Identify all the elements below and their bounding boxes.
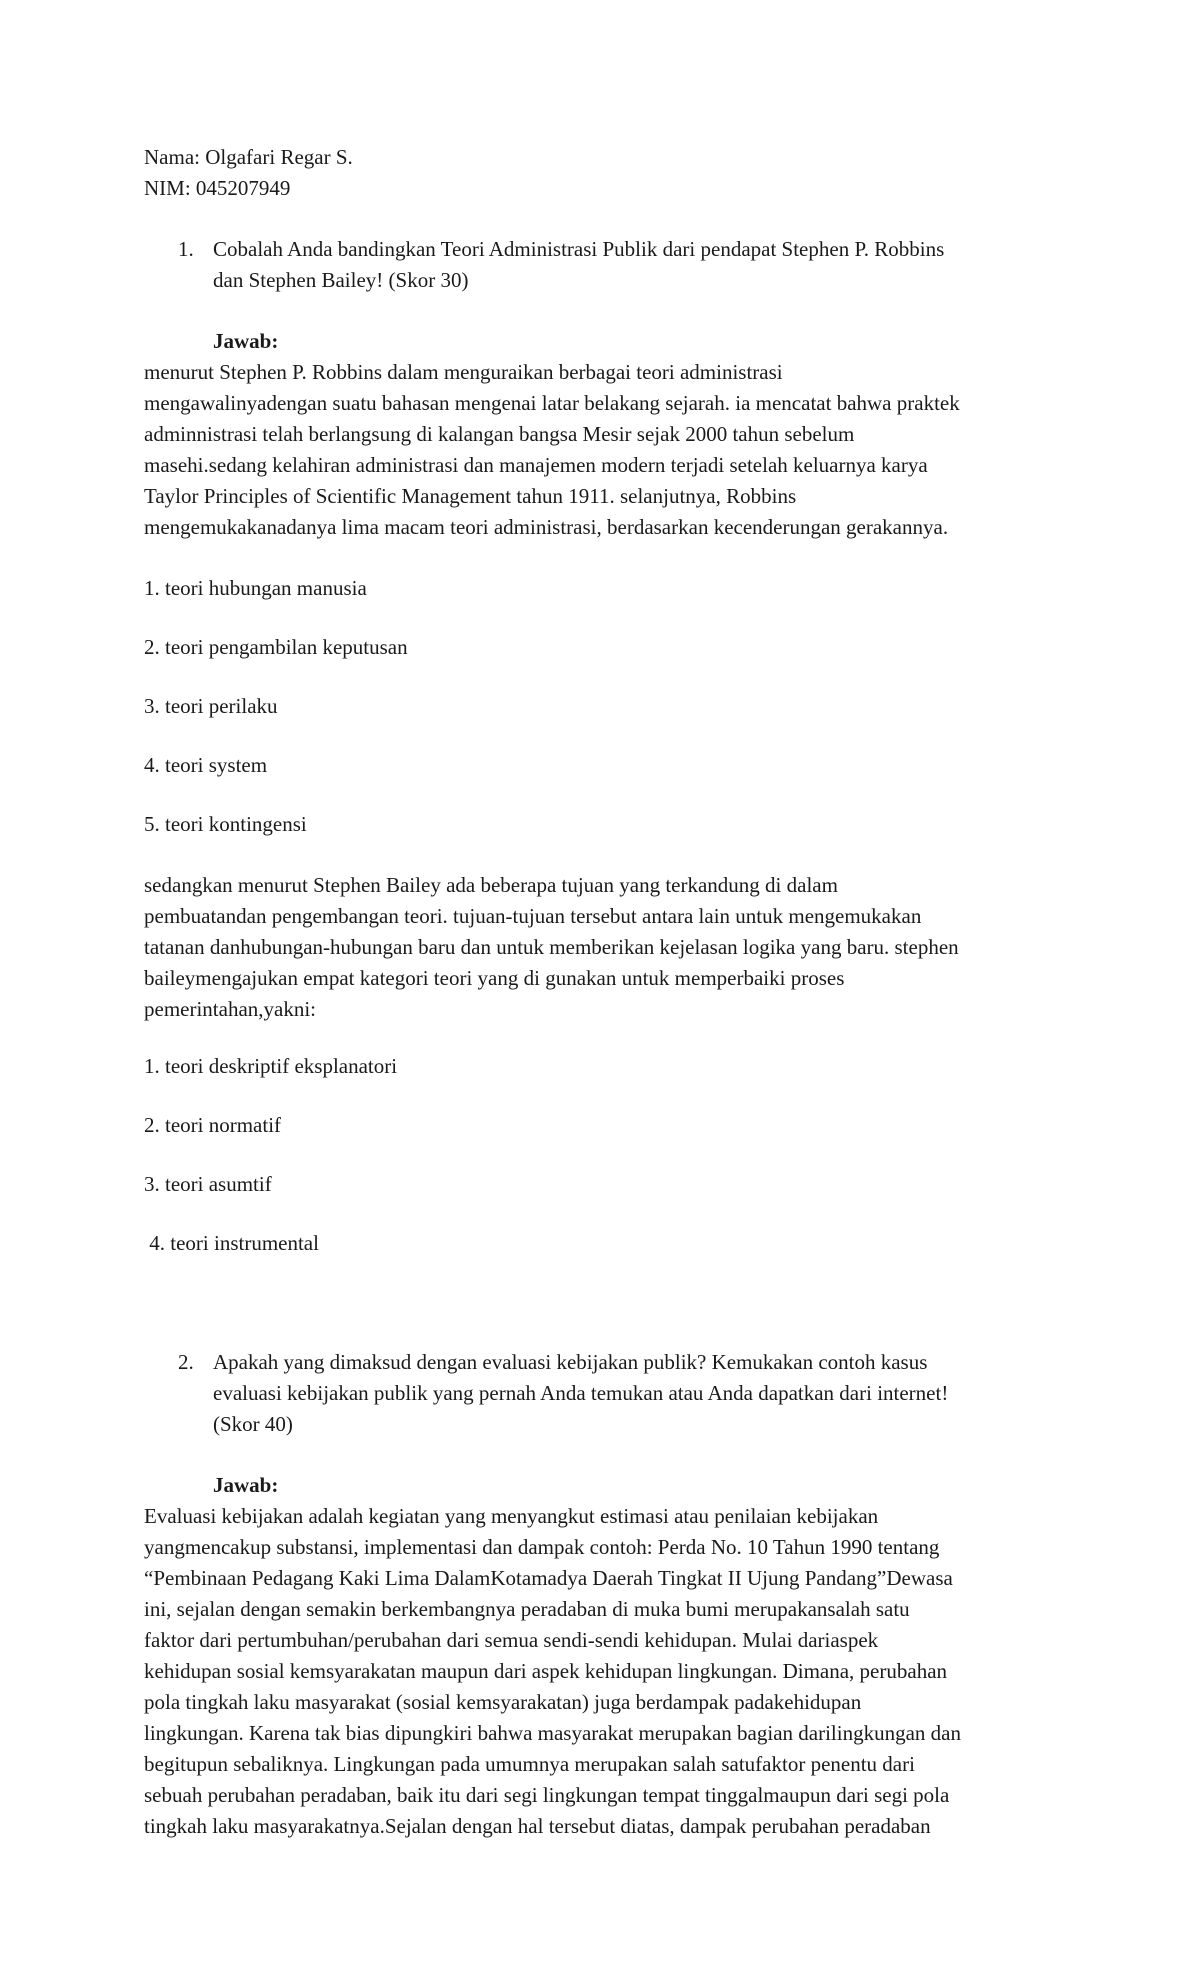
answer-1-label: Jawab: [213, 329, 279, 353]
answer-2-line: kehidupan sosial kemsyarakatan maupun dari aspek kehidupan lingkungan. Dimana, perubahan [144, 1659, 948, 1683]
answer-2-line: lingkungan. Karena tak bias dipungkiri bahwa masyarakat merupakan bagian darilingkungan dan [144, 1721, 961, 1745]
answer-1-line: Taylor Principles of Scientific Management tahun 1911. selanjutnya, Robbins [144, 484, 797, 508]
question-1-text-line-2: dan Stephen Bailey! (Skor 30) [213, 268, 469, 292]
question-1-number: 1. [178, 237, 194, 261]
question-1-text-line-1: Cobalah Anda bandingkan Teori Administrasi Publik dari pendapat Stephen P. Robbins [213, 237, 945, 261]
answer-2-line: sebuah perubahan peradaban, baik itu dari segi lingkungan tempat tinggalmaupun dari segi pola [144, 1783, 950, 1807]
answer-1-line: masehi.sedang kelahiran administrasi dan manajemen modern terjadi setelah keluarnya karya [144, 453, 928, 477]
bailey-list-item: 2. teori normatif [144, 1113, 282, 1137]
question-2-text-line-3: (Skor 40) [213, 1412, 293, 1436]
answer-2-line: begitupun sebaliknya. Lingkungan pada umumnya merupakan salah satufaktor penentu dari [144, 1752, 915, 1776]
bailey-paragraph-line: pemerintahan,yakni: [144, 997, 317, 1021]
answer-1-line: mengemukakanadanya lima macam teori administrasi, berdasarkan kecenderungan gerakannya. [144, 515, 949, 539]
bailey-list-item: 1. teori deskriptif eksplanatori [144, 1054, 398, 1078]
student-name: Nama: Olgafari Regar S. [144, 145, 353, 169]
robbins-list-item: 5. teori kontingensi [144, 812, 307, 836]
answer-2-label: Jawab: [213, 1473, 279, 1497]
question-2-number: 2. [178, 1350, 194, 1374]
answer-2-line: faktor dari pertumbuhan/perubahan dari semua sendi-sendi kehidupan. Mulai dariaspek [144, 1628, 879, 1652]
answer-2-line: “Pembinaan Pedagang Kaki Lima DalamKotamadya Daerah Tingkat II Ujung Pandang”Dewasa [144, 1566, 953, 1590]
robbins-list-item: 3. teori perilaku [144, 694, 278, 718]
question-2-text-line-1: Apakah yang dimaksud dengan evaluasi kebijakan publik? Kemukakan contoh kasus [213, 1350, 928, 1374]
answer-2-line: ini, sejalan dengan semakin berkembangnya peradaban di muka bumi merupakansalah satu [144, 1597, 910, 1621]
bailey-paragraph-line: baileymengajukan empat kategori teori yang di gunakan untuk memperbaiki proses [144, 966, 845, 990]
bailey-paragraph-line: pembuatandan pengembangan teori. tujuan-tujuan tersebut antara lain untuk mengemukakan [144, 904, 922, 928]
robbins-list-item: 4. teori system [144, 753, 268, 777]
answer-1-line: menurut Stephen P. Robbins dalam menguraikan berbagai teori administrasi [144, 360, 783, 384]
question-2-text-line-2: evaluasi kebijakan publik yang pernah Anda temukan atau Anda dapatkan dari internet! [213, 1381, 949, 1405]
answer-2-line: tingkah laku masyarakatnya.Sejalan dengan hal tersebut diatas, dampak perubahan peradaban [144, 1814, 931, 1838]
answer-1-line: adminnistrasi telah berlangsung di kalangan bangsa Mesir sejak 2000 tahun sebelum [144, 422, 855, 446]
robbins-list-item: 2. teori pengambilan keputusan [144, 635, 408, 659]
answer-2-line: Evaluasi kebijakan adalah kegiatan yang menyangkut estimasi atau penilaian kebijakan [144, 1504, 879, 1528]
bailey-list-item: 3. teori asumtif [144, 1172, 272, 1196]
student-nim: NIM: 045207949 [144, 176, 291, 200]
answer-2-line: pola tingkah laku masyarakat (sosial kemsyarakatan) juga berdampak padakehidupan [144, 1690, 862, 1714]
bailey-list-item: 4. teori instrumental [144, 1231, 319, 1255]
answer-1-line: mengawalinyadengan suatu bahasan mengenai latar belakang sejarah. ia mencatat bahwa praktek [144, 391, 960, 415]
robbins-list-item: 1. teori hubungan manusia [144, 576, 367, 600]
bailey-paragraph-line: tatanan danhubungan-hubungan baru dan untuk memberikan kejelasan logika yang baru. stephen [144, 935, 959, 959]
answer-2-line: yangmencakup substansi, implementasi dan dampak contoh: Perda No. 10 Tahun 1990 tentang [144, 1535, 940, 1559]
bailey-paragraph-line: sedangkan menurut Stephen Bailey ada beberapa tujuan yang terkandung di dalam [144, 873, 838, 897]
